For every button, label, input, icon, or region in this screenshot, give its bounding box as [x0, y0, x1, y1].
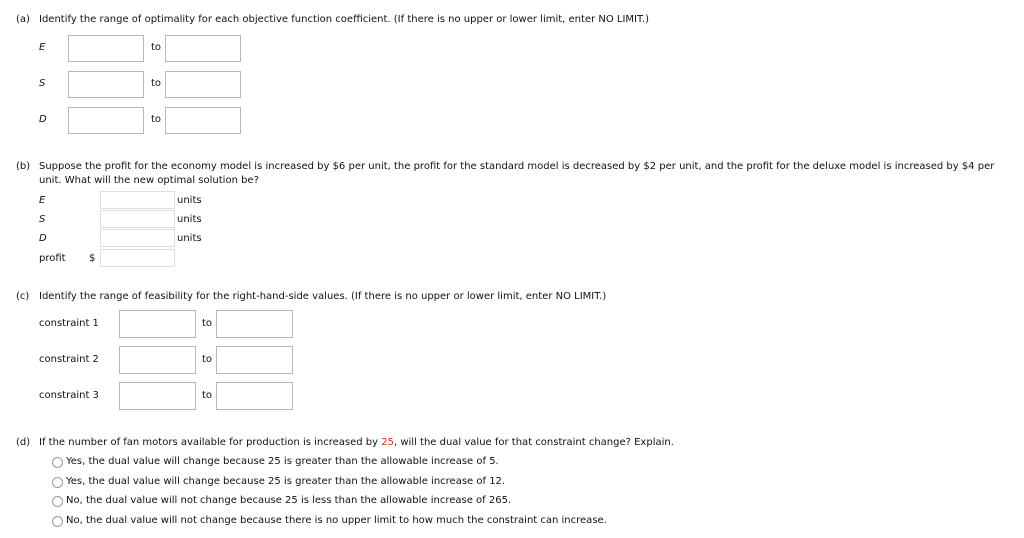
radio-option-2[interactable] — [52, 477, 63, 488]
part-b-label: (b) — [16, 161, 31, 172]
part-a-question: Identify the range of optimality for each objective function coefficient. (If there is no upper or lower limit, enter NO LIMIT.) — [39, 14, 649, 25]
part-a-var-d: D — [39, 114, 47, 125]
part-b-question-line1: Suppose the profit for the economy model is increased by $6 per unit, the profit for the standard model is decreased by $2 per unit, and the profit for the deluxe model is increased by $4 per — [39, 161, 995, 172]
part-c-question: Identify the range of feasibility for the right-hand-side values. (If there is no upper or lower limit, enter NO LIMIT.) — [39, 291, 607, 302]
part-b-profit-input[interactable] — [100, 249, 175, 267]
part-a-var-e: E — [39, 42, 46, 53]
part-b-profit-label: profit — [39, 253, 66, 264]
part-b-s-input[interactable] — [100, 210, 175, 228]
part-a-var-s: S — [39, 78, 46, 89]
part-c-label: (c) — [16, 291, 30, 302]
part-c-constraint-2-lower-input[interactable] — [119, 346, 196, 374]
part-b-var-s: S — [39, 214, 46, 225]
part-c-constraint-3-lower-input[interactable] — [119, 382, 196, 410]
part-a-to: to — [151, 42, 162, 53]
part-c-to: to — [202, 354, 213, 365]
part-a-e-lower-input[interactable] — [68, 35, 144, 62]
part-c-constraint-2-label: constraint 2 — [39, 354, 99, 365]
part-c-constraint-3-upper-input[interactable] — [216, 382, 293, 410]
part-b-question-line2: unit. What will the new optimal solution be? — [39, 175, 259, 186]
part-b-var-d: D — [39, 233, 47, 244]
part-b-unit: units — [177, 195, 202, 206]
part-c-constraint-1-lower-input[interactable] — [119, 310, 196, 338]
part-d-question-before: If the number of fan motors available for production is increased by — [39, 437, 382, 448]
part-a-label: (a) — [16, 14, 30, 25]
part-a-d-lower-input[interactable] — [68, 107, 144, 134]
part-d-highlight-number: 25 — [381, 437, 394, 448]
option-3-label: No, the dual value will not change because 25 is less than the allowable increase of 265. — [66, 495, 512, 506]
radio-option-4[interactable] — [52, 516, 63, 527]
part-a-s-upper-input[interactable] — [165, 71, 241, 98]
option-2-label: Yes, the dual value will change because 25 is greater than the allowable increase of 12. — [66, 476, 506, 487]
part-b-e-input[interactable] — [100, 191, 175, 209]
part-a-to: to — [151, 78, 162, 89]
part-d-label: (d) — [16, 437, 31, 448]
part-c-constraint-3-label: constraint 3 — [39, 390, 99, 401]
part-a-s-lower-input[interactable] — [68, 71, 144, 98]
part-d-question-after: , will the dual value for that constraint change? Explain. — [393, 437, 674, 448]
part-a-d-upper-input[interactable] — [165, 107, 241, 134]
part-b-unit: units — [177, 233, 202, 244]
part-c-constraint-2-upper-input[interactable] — [216, 346, 293, 374]
part-b-currency: $ — [89, 253, 96, 264]
option-1-label: Yes, the dual value will change because 25 is greater than the allowable increase of 5. — [66, 456, 499, 467]
part-c-to: to — [202, 390, 213, 401]
part-c-to: to — [202, 318, 213, 329]
part-c-constraint-1-upper-input[interactable] — [216, 310, 293, 338]
part-a-e-upper-input[interactable] — [165, 35, 241, 62]
radio-option-3[interactable] — [52, 496, 63, 507]
option-4-label: No, the dual value will not change because there is no upper limit to how much the constraint can increase. — [66, 515, 607, 526]
radio-option-1[interactable] — [52, 457, 63, 468]
part-b-var-e: E — [39, 195, 46, 206]
part-a-to: to — [151, 114, 162, 125]
part-d-question — [39, 437, 674, 448]
part-b-d-input[interactable] — [100, 229, 175, 247]
part-c-constraint-1-label: constraint 1 — [39, 318, 99, 329]
part-b-unit: units — [177, 214, 202, 225]
